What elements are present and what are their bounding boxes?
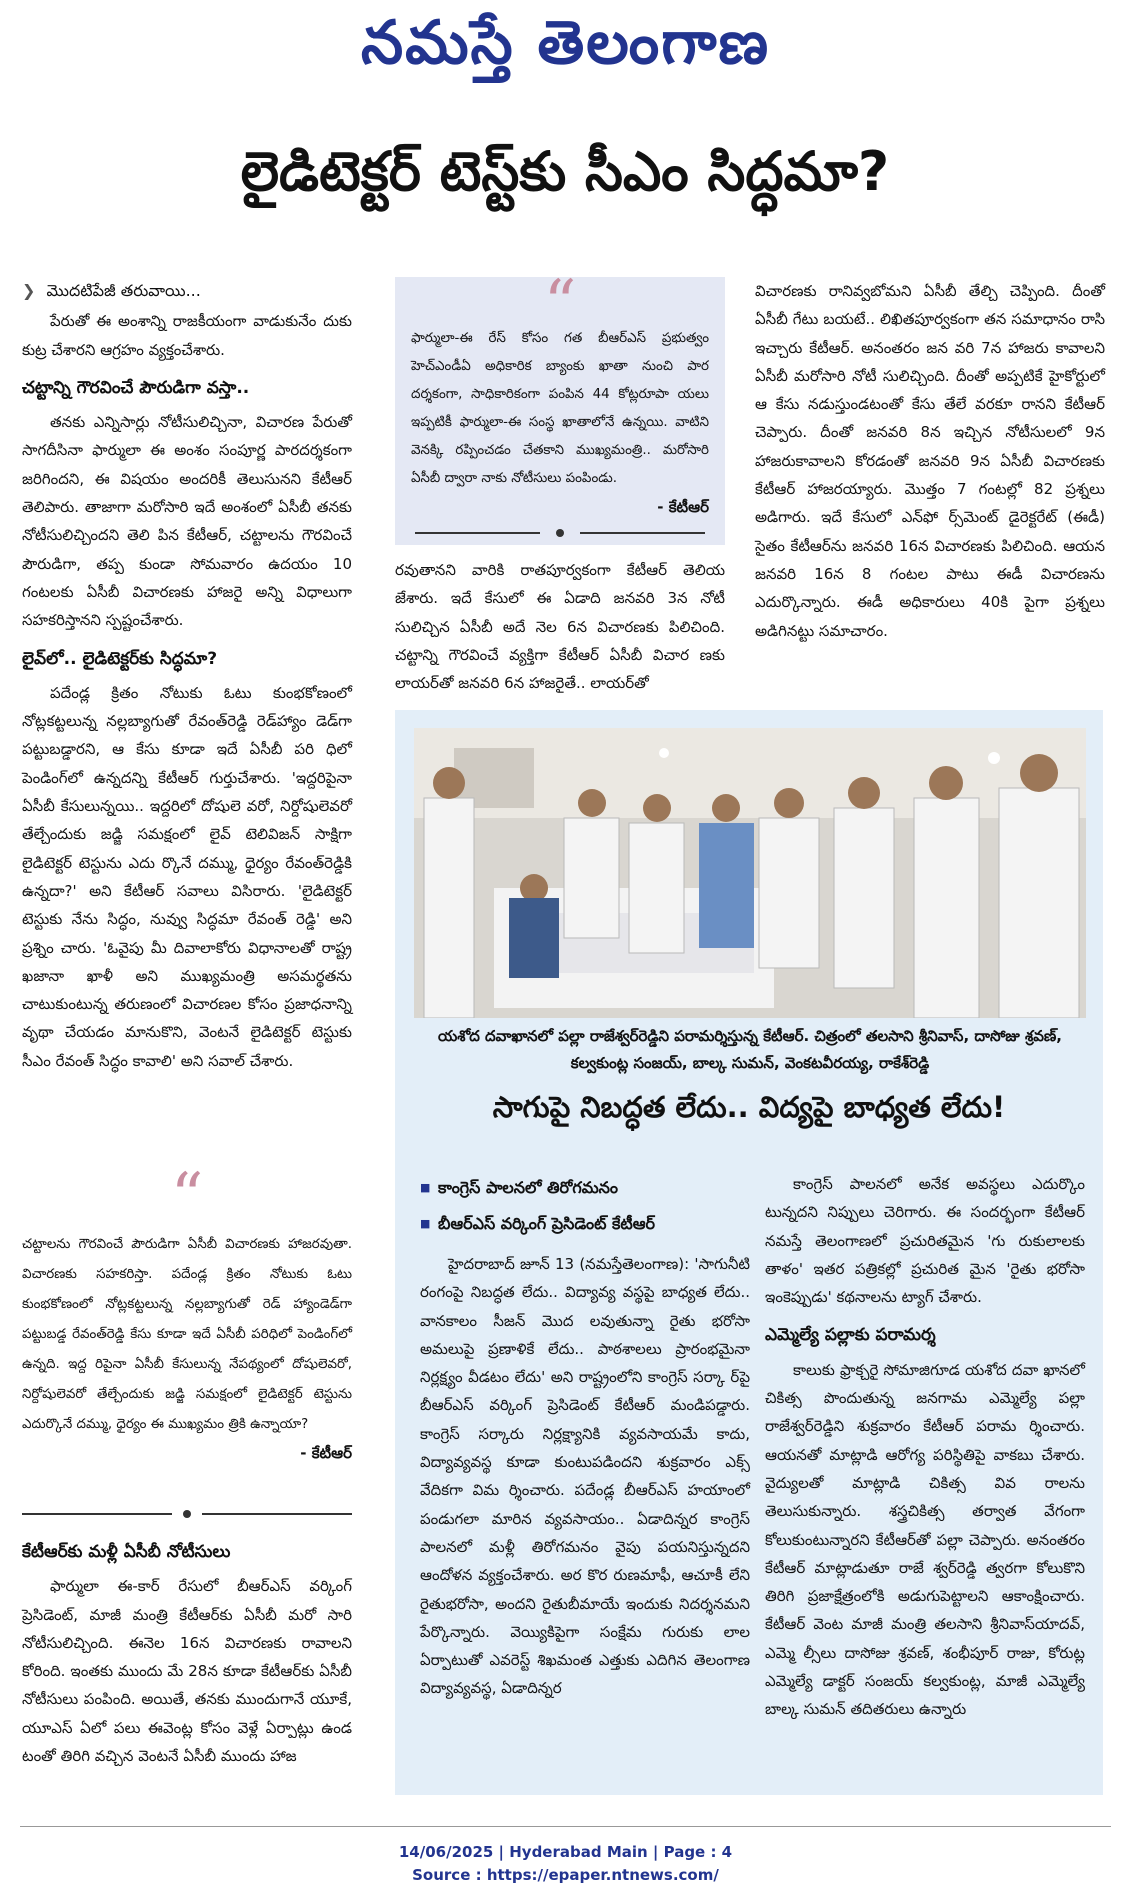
divider bbox=[415, 532, 540, 534]
masthead-logo: నమస్తే తెలంగాణ bbox=[360, 8, 771, 78]
divider bbox=[22, 1513, 172, 1515]
paragraph: పేరుతో ఈ అంశాన్ని రాజకీయంగా వాడుకునేం దుకు కుట్ర చేశారని ఆగ్రహం వ్యక్తంచేశారు. bbox=[22, 312, 352, 359]
news-photo bbox=[414, 728, 1086, 1018]
quote-icon: “ bbox=[543, 267, 577, 341]
middle-column bbox=[395, 556, 725, 697]
paragraph: తనకు ఎన్నిసార్లు నోటీసులిచ్చినా, విచారణ పేరుతో సాగదీసినా ఫార్ములా ఈ అంశం సంపూర్ణ పారదర్శకంగా జరిగిందని, ఈ విషయం అందరికీ తెలుసునని కేటీఆర్ తెలిపారు. తాజాగా మరోసారి ఇదే అంశంలో ఏసీబీ తనకు నోటీసులిచ్చిందని తెలి పిన కేటీఆర్, చట్టాలను గౌరవించే పౌరుడిగా, తప్ప కుండా సోమవారం ఉదయం 10 గంటలకు ఏసీబీ విచారణకు హాజరై అన్ని విధాలుగా సహకరిస్తానని స్పష్టంచేశారు. bbox=[22, 413, 352, 630]
left-column-lower bbox=[22, 1538, 352, 1770]
pull-quote-text: చట్టాలను గౌరవించే పౌరుడిగా ఏసీబీ విచారణకు హాజరవుతా. విచారణకు సహకరిస్తా. పదేండ్ల క్రితం నోటుకు ఓటు కుంభకోణంలో నోట్లకట్టలున్న నల్లబ్యాగుతో రెడ్ హ్యాండెడ్‌గా పట్టుబడ్డ రేవంత్‌రెడ్డి కేసు కూడా ఇదే ఏసీబీ పరిధిలో పెండింగ్‌లో ఉన్నది. ఇద్ద రిపైనా ఏసీబీ కేసులున్న నేపథ్యంలో దోషులెవరో, నిర్దోషులెవరో తేల్చేందుకు జడ్జి సమక్షంలో లైడిటెక్టర్ టెస్టును ఎదుర్కొనే దమ్ము, ధైర్యం ఈ ముఖ్యమం త్రికి ఉన్నాయా? bbox=[22, 1237, 352, 1432]
paragraph: కాంగ్రెస్ పాలనలో అనేక అవస్థలు ఎదుర్కొం టున్నదని నిప్పులు చెరిగారు. ఈ సందర్భంగా కేటీఆర్ నమస్తే తెలంగాణలో ప్రచురితమైన 'గు రుకులాలకు తాళం' ఇతర పత్రికల్లో ప్రచురిత మైన 'రైతు భరోసా ఇంకెప్పుడు' కథనాలను ట్యాగ్ చేశారు. bbox=[765, 1175, 1085, 1307]
highlight-quote-box bbox=[395, 267, 725, 545]
divider-dot bbox=[183, 1510, 191, 1518]
highlight-quote-attribution: - కేటీఆర్ bbox=[657, 498, 709, 516]
subheading: కేటీఆర్‌కు మళ్లీ ఏసీబీ నోటీసులు bbox=[22, 1542, 231, 1562]
chevron-right-icon: ❯ bbox=[22, 281, 36, 300]
pull-quote bbox=[22, 1160, 352, 1466]
story2-column-right bbox=[765, 1170, 1085, 1724]
subheading: చట్టాన్ని గౌరవించే పౌరుడిగా వస్తా.. bbox=[22, 377, 250, 398]
bullet-item: ■ కాంగ్రెస్ పాలనలో తిరోగమనం bbox=[420, 1170, 750, 1206]
footer-edition-info: 14/06/2025 | Hyderabad Main | Page : 4 bbox=[398, 1843, 733, 1861]
footer-divider bbox=[20, 1826, 1111, 1827]
footer-source: Source : https://epaper.ntnews.com/ bbox=[412, 1866, 719, 1884]
subheading: ఎమ్మెల్యే పల్లాకు పరామర్శ bbox=[765, 1325, 936, 1346]
right-column bbox=[755, 277, 1105, 645]
story2-headline: సాగుపై నిబద్ధత లేదు.. విద్యపై బాధ్యత లేదు! bbox=[492, 1090, 1006, 1124]
continued-from-front-page bbox=[22, 277, 352, 305]
paragraph: రవుతానని వారికి రాతపూర్వకంగా కేటీఆర్ తెలియ జేశారు. ఇదే కేసులో ఈ ఏడాది జనవరి 3న నోటీ సులిచ్చిన ఏసీబీ అదే నెల 6న విచారణకు పిలిచింది. చట్టాన్ని గౌరవించే వ్యక్తిగా కేటీఆర్ ఏసీబీ విచార ణకు లాయర్‌తో జనవరి 6న హాజరైతే.. లాయర్‌తో bbox=[395, 561, 725, 693]
paragraph: హైదరాబాద్ జూన్ 13 (నమస్తేతెలంగాణ): 'సాగునీటి రంగంపై నిబద్ధత లేదు.. విద్యావ్య వస్థపై బాధ్యత లేదు.. వానకాలం సీజన్ మొద లవుతున్నా రైతు భరోసా అమలుపై ప్రణాళికే లేదు.. పాఠశాలలు ప్రారంభమైనా నిర్లక్ష్యం వీడటం లేదు' అని రాష్ట్రంలోని కాంగ్రెస్ సర్కా ర్‌పై బీఆర్‌ఎస్ వర్కింగ్ ప్రెసిడెంట్ కేటీఆర్ మండిపడ్డారు. కాంగ్రెస్ సర్కారు నిర్లక్ష్యానికి వ్యవసాయమే కాదు, విద్యావ్యవస్థ కూడా కుంటుపడిందని శుక్రవారం ఎక్స్ వేదికగా విమ ర్శించారు. పదేండ్ల బీఆర్‌ఎస్ హయాంలో పండుగలా మారిన వ్యవసాయం.. ఏడాదిన్నర కాంగ్రెస్ పాలనలో మళ్లీ తిరోగమనం వైపు పయనిస్తున్నదని ఆందోళన వ్యక్తంచేశారు. అర కొర రుణమాఫీ, ఆచూకీ లేని రైతుభరోసా, అందని రైతుబీమాయే ఇందుకు నిదర్శనమని పేర్కొన్నారు. వెయ్యికిపైగా సంక్షేమ గురుకు లాల ఏర్పాటుతో ఎవరెస్ట్ శిఖమంత ఎత్తుకు ఎదిగిన తెలంగాణ విద్యావ్యవస్థ, ఏడాదిన్నర bbox=[420, 1255, 750, 1698]
pull-quote-attribution: - కేటీఆర్ bbox=[300, 1444, 352, 1462]
paragraph: విచారణకు రానివ్వబోమని ఏసీబీ తేల్చి చెప్పింది. దీంతో ఏసీబీ గేటు బయటే.. లిఖితపూర్వకంగా తన సమాధానం రాసి ఇచ్చారు కేటీఆర్. అనంతరం జన వరి 7న హాజరు కావాలని ఏసీబీ మరోసారి నోటీ సులిచ్చింది. దీంతో అప్పటికే హైకోర్టులో ఆ కేసు నడుస్తుండటంతో కేసు తేలే వరకూ రానని కేటీఆర్ చెప్పారు. దీంతో జనవరి 8న ఇచ్చిన నోటీసులలో 9న హాజరుకావాలని కోరడంతో జనవరి 9న ఏసీబీ విచారణకు కేటీఆర్ హాజరయ్యారు. మొత్తం 7 గంటల్లో 82 ప్రశ్నలు అడిగారు. ఇదే కేసులో ఎన్‌ఫో ర్స్‌మెంట్ డైరెక్టరేట్ (ఈడీ) సైతం కేటీఆర్‌ను జనవరి 16న విచారణకు పిలిచింది. ఆయన జనవరి 16న 8 గంటల పాటు ఈడీ విచారణను ఎదుర్కొన్నారు. ఈడీ అధికారులు 40కి పైగా ప్రశ్నలు అడిగినట్టు సమాచారం. bbox=[755, 282, 1105, 640]
subheading: లైవ్‌లో.. లైడిటెక్టర్‌కు సిద్ధమా? bbox=[22, 648, 218, 669]
divider bbox=[580, 532, 705, 534]
left-column bbox=[22, 277, 352, 1075]
bullet-item: ■ బీఆర్‌ఎస్ వర్కింగ్ ప్రెసిడెంట్ కేటీఆర్ bbox=[420, 1206, 750, 1242]
highlight-quote-text: ఫార్ములా-ఈ రేస్ కోసం గత బీఆర్‌ఎస్ ప్రభుత్వం హెచ్‌ఎండీఏ అధికారిక బ్యాంకు ఖాతా నుంచి పార దర్శకంగా, సాధికారికంగా పంపిన 44 కోట్లరూపా యలు ఇప్పటికీ ఫార్ములా-ఈ సంస్థ ఖాతాలోనే ఉన్నయి. వాటిని వెనక్కి రప్పించడం చేతకాని ముఖ్యమంత్రి.. మరోసారి ఏసీబీ ద్వారా నాకు నోటీసులు పంపిండు. - కేటీఆర్ bbox=[411, 325, 709, 521]
divider-dot bbox=[556, 529, 564, 537]
photo-caption: యశోద దవాఖానలో పల్లా రాజేశ్వర్‌రెడ్డిని పరామర్శిస్తున్న కేటీఆర్. చిత్రంలో తలసాని శ్రీనివాస్, దాసోజు శ్రవణ్, కల్వకుంట్ల సంజయ్, బాల్క సుమన్, వెంకటవీరయ్య, రాకేశ్‌రెడ్డి bbox=[438, 1027, 1062, 1072]
quote-icon: “ bbox=[170, 1160, 204, 1234]
hospital-visit-photo bbox=[414, 728, 1086, 1018]
paragraph: పదేండ్ల క్రితం నోటుకు ఓటు కుంభకోణంలో నోట్లకట్టలున్న నల్లబ్యాగుతో రేవంత్‌రెడ్డి రెడ్‌హ్యాం డెడ్‌గా పట్టుబడ్డారని, ఆ కేసు కూడా ఇదే ఏసీబీ పరి ధిలో పెండింగ్‌లో ఉన్నదన్ని కేటీఆర్ గుర్తుచేశారు. 'ఇద్దరిపైనా ఏసీబీ కేసులున్నయి.. ఇద్దరిలో దోషులె వరో, నిర్దోషులెవరో తేల్చేందుకు జడ్జి సమక్షంలో లైవ్ టెలివిజన్ సాక్షిగా లైడిటెక్టర్ టెస్టును ఎదు ర్కొనే దమ్ము, ధైర్యం రేవంత్‌రెడ్డికి ఉన్నదా?' అని కేటీఆర్ సవాలు విసిరారు. 'లైడిటెక్టర్ టెస్టుకు నేను సిద్ధం, నువ్వు సిద్ధమా రేవంత్ రెడ్డి' అని ప్రశ్నిం చారు. 'ఓవైపు మీ దివాలాకోరు విధానాలతో రాష్ట్ర ఖజానా ఖాళీ అని ముఖ్యమంత్రి అసమర్థతను చాటుకుంటున్న తరుణంలో విచారణల కోసం ప్రజాధనాన్ని వృథా చేయడం మానుకొని, వెంటనే లైడిటెక్టర్ టెస్టుకు సీఎం రేవంత్ సిద్ధం కావాలి' అని సవాల్ చేశారు. bbox=[22, 683, 352, 1070]
main-headline: లైడిటెక్టర్ టెస్ట్‌కు సీఎం సిద్ధమా? bbox=[240, 140, 890, 203]
story2-bullets bbox=[420, 1170, 750, 1242]
story2-column-left bbox=[420, 1250, 750, 1703]
jump-label: మొదటిపేజీ తరువాయి... bbox=[46, 281, 201, 300]
paragraph: కాలుకు ఫ్రాక్చరై సోమాజిగూడ యశోద దవా ఖానలో చికిత్స పొందుతున్న జనగామ ఎమ్మెల్యే పల్లా రాజేశ్వర్‌రెడ్డిని శుక్రవారం కేటీఆర్ పరామ ర్శించారు. ఆయనతో మాట్లాడి ఆరోగ్య పరిస్థితిపై వాకబు చేశారు. వైద్యులతో మాట్లాడి చికిత్స వివ రాలను తెలుసుకున్నారు. శస్త్రచికిత్స తర్వాత వేగంగా కోలుకుంటున్నారని కేటీఆర్‌తో పల్లా చెప్పారు. అనంతరం కేటీఆర్ మాట్లాడుతూ రాజే శ్వర్‌రెడ్డి త్వరగా కోలుకొని తిరిగి ప్రజాక్షేత్రంలోకి అడుగుపెట్టాలని ఆకాంక్షించారు. కేటీఆర్ వెంట మాజీ మంత్రి తలసాని శ్రీనివాస్‌యాదవ్, ఎమ్మె ల్సీలు దాసోజు శ్రవణ్, శంభీపూర్ రాజు, కోరుట్ల ఎమ్మెల్యే డాక్టర్ సంజయ్ కల్వకుంట్ల, మాజీ ఎమ్మెల్యే బాల్క సుమన్ తదితరులు ఉన్నారు bbox=[765, 1360, 1085, 1719]
paragraph: ఫార్ములా ఈ-కార్ రేసులో బీఆర్‌ఎస్ వర్కింగ్ ప్రెసిడెంట్, మాజీ మంత్రి కేటీఆర్‌కు ఏసీబీ మరో సారి నోటీసులిచ్చింది. ఈనెల 16న విచారణకు రావాలని కోరింది. ఇంతకు ముందు మే 28న కూడా కేటీఆర్‌కు ఏసీబీ నోటీసులు పంపింది. అయితే, తనకు ముందుగానే యూకే, యూఎస్ ఏలో పలు ఈవెంట్ల కోసం వెళ్లే ఏర్పాట్లు ఉండ టంతో తిరిగి వచ్చిన వెంటనే ఏసీబీ ముందు హాజ bbox=[22, 1577, 352, 1766]
divider bbox=[202, 1513, 352, 1515]
